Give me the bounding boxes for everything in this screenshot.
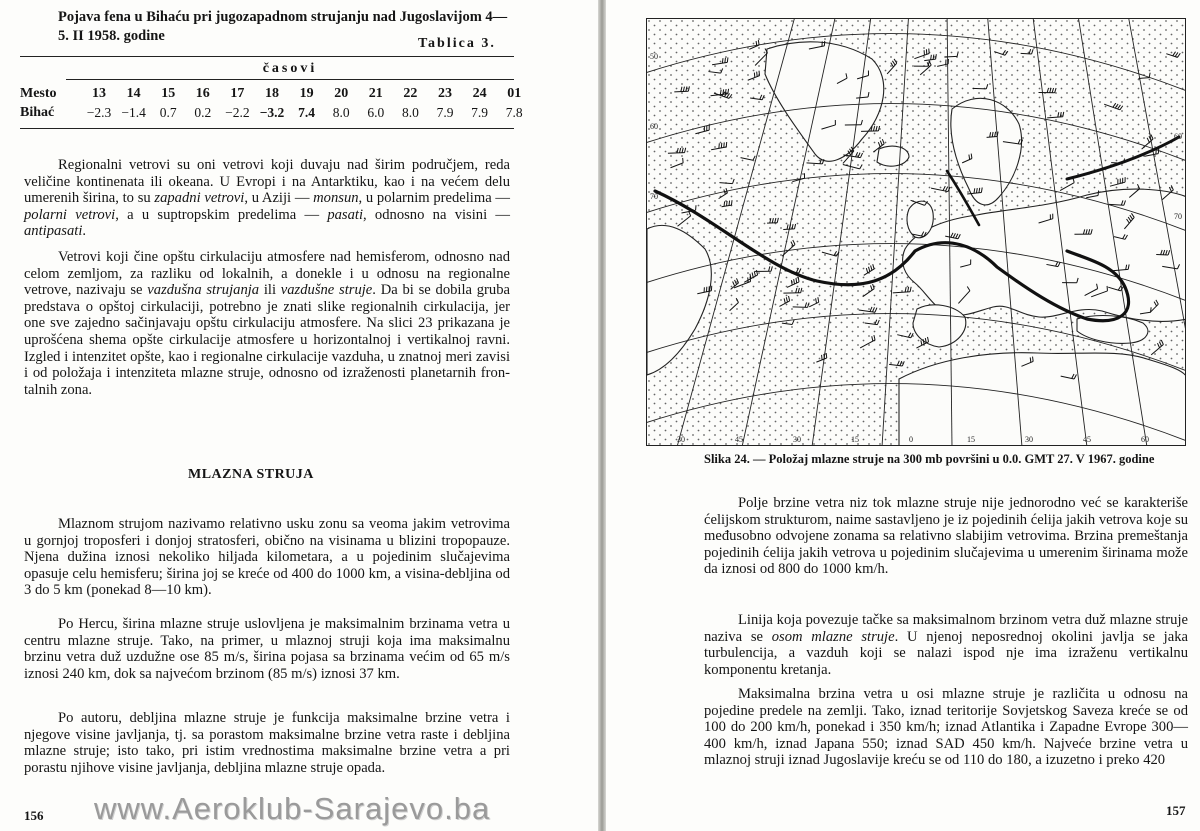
paragraph-herc: Po Hercu, širina mlazne struje uslovljena je maksimalnim brzinama vetra u centru mlazne struje. Tako, na primer, u mlaznoj struji koja ima maksimalnu brzinu vetra duž uzdužne ose 85 m/s, širina pojasa sa brzinama većim od 65 m/s iznosi 240 km, dok sa najvećom brzinom (85 m/s) iznosi 37 km. (24, 616, 510, 682)
value-cell: −2.3 (86, 105, 112, 120)
north-africa (899, 353, 1186, 446)
table-rule-mid (66, 79, 514, 80)
paragraph-jet-axis: Linija koja povezuje tačke sa maksimalnom brzinom vetra duž mlazne struje naziva se osom mlazne struje. U njenoj neposrednoj okolini javlja se jaka turbulencija, a vazduh koji se nalazi ispod nje ima izraženu vertikalnu komponentu kretanja. (704, 612, 1188, 678)
section-heading: MLAZNA STRUJA (188, 467, 314, 482)
map-label-bottom: 45 (735, 435, 743, 444)
hour-cell: 21 (368, 86, 383, 101)
hour-cell: 16 (195, 86, 210, 101)
hour-cell: 17 (230, 86, 245, 101)
map-label-left: 60 (650, 122, 658, 131)
map-label-left: 50 (650, 52, 658, 61)
paragraph-jet-stream-definition: Mlaznom strujom nazivamo relativno usku zonu sa veoma jakim vetrovima u gornjoj troposferi i donjoj stratosferi, obično na visinama u blizini tropopauze. Njena dužina iznosi nekoliko hiljada kilometara, a u pojedinim slučajevima opasuje celu hemisferu; širina joj se kreće od 400 do 1000 km, a visina-debljina od 3 do 5 km (ponekad 8—10 km). (24, 516, 510, 599)
map-label-right: 70 (1174, 212, 1182, 221)
hour-cell: 22 (403, 86, 418, 101)
table-rule-top (20, 56, 514, 57)
map-label-bottom: 30 (1025, 435, 1033, 444)
british-isles (907, 201, 933, 238)
book-gutter (598, 0, 606, 831)
value-cell: 8.0 (332, 105, 350, 120)
value-cell: 0.7 (159, 105, 177, 120)
map-label-bottom: 30 (793, 435, 801, 444)
page-number: 156 (24, 808, 44, 823)
watermark-link[interactable]: www.Aeroklub-Sarajevo.ba (94, 791, 491, 826)
map-label-right: 60 (1174, 132, 1182, 141)
map-label-bottom: 45 (1083, 435, 1091, 444)
paragraph-cellular-structure: Polje brzine vetra niz tok mlazne struje nije jednorodno već se karakteriše ćelijskom strukturom, naime sastavljeno je iz pojedinih ćelija jakih vetrova koje su međusobno odvojene zonama sa relativno slabijim vetrovima. Brzina premeštanja pojedinih ćelija jakih vetrova u pojedinim slučajevima u umerenim širinama može da iznosi od 800 do 1000 km/h. (704, 495, 1188, 578)
value-cell: 7.9 (436, 105, 454, 120)
table-label: Tablica 3. (418, 36, 496, 51)
figure-caption: Slika 24. — Položaj mlazne struje na 300 mb površini u 0.0. GMT 27. V 1967. godine (704, 452, 1155, 466)
hour-cell: 13 (92, 86, 106, 101)
map-label-bottom: 30 (677, 435, 685, 444)
map-label-bottom: 60 (1141, 435, 1149, 444)
value-cell: −2.2 (225, 105, 250, 120)
hour-cell: 18 (265, 86, 279, 101)
row-header: Mesto (20, 86, 57, 101)
map-label-bottom: 15 (967, 435, 975, 444)
paragraph-thickness: Po autoru, debljina mlazne struje je funkcija maksimalne brzine vetra i njegove visine javljanja, tj. sa porastom maksimalne brzine vetra raste i debljina mlazne struje; isto tako, pri istim vrednostima maksimalne brzine vetra a pri porastu njihove visine javljanja, debljina mlazne struje opada. (24, 710, 510, 776)
hour-cell: 15 (161, 86, 176, 101)
value-cell: −1.4 (121, 105, 146, 120)
map-figure (647, 19, 1186, 446)
value-cell: 7.9 (471, 105, 489, 120)
table-title: Pojava fena u Bihaću pri jugozapadnom strujanju nad Jugoslavijom 4—5. II 1958. godine (58, 9, 508, 44)
paragraph-max-speeds: Maksimalna brzina vetra u osi mlazne struje je različita u odnosu na pojedine predele na zemlji. Tako, iznad teritorije Sovjetskog Saveza kreće se od 100 do 200 km/h, ponekad i 350 km/h; iznad Atlantika i Zapadne Evrope 300—400 km/h, iznad Japana 550; iznad SAD 450 km/h. Najveće brzine vetra u mlaznoj struji iznad Jugoslavije kreću se od 110 do 180, a izuzetno i preko 420 (704, 686, 1188, 769)
value-cell: 0.2 (194, 105, 212, 120)
value-cell: 7.4 (298, 105, 316, 120)
place-label: Bihać (20, 105, 55, 120)
right-page (606, 0, 1200, 831)
iceland (877, 146, 909, 166)
left-page (0, 0, 598, 831)
map-label-bottom: 15 (851, 435, 859, 444)
page-number-right: 157 (1166, 803, 1186, 818)
value-cell: 7.8 (505, 105, 523, 120)
map-label-left: 70 (650, 192, 658, 201)
table-rule-bottom (20, 128, 514, 129)
hour-cell: 20 (334, 86, 349, 101)
paragraph-regional-winds: Regionalni vetrovi su oni vetrovi koji duvaju nad širim područjem, reda veličine kontinenata ili okeana. U Evropi i na Antarktiku, kao i na većem delu umerenih širina, to su zapadni vetrovi, u Aziji — monsun, u polarnim predelima — polarni vetrovi, a u suptropskim predelima — pasati, odnosno na visini — antipasati. (24, 157, 511, 240)
value-cell: 6.0 (367, 105, 385, 120)
value-cell: 8.0 (401, 105, 419, 120)
hour-cell: 01 (507, 86, 522, 101)
hour-cell: 23 (438, 86, 452, 101)
map-label-bottom: 0 (909, 435, 913, 444)
jet-stream-map (646, 18, 1186, 446)
paragraph-general-circulation: Vetrovi koji čine opštu cirkulaciju atmosfere nad hemisferom, odnosno nad celom zemljom, za razliku od lokalnih, a donekle i u odnosu na regionalne vetrove, nazivaju se vazdušna strujanja ili vazdušne struje. Da bi se dobila gruba predstava o opštoj cirkulaciji, potrebno je znati slike regionalnih cirkulacija, jer one sve zajedno sačinjavaju opštu cirkulaciju atmosfere. Na slici 23 prikazana je uprošćena shema opšte cirkulacije atmosfere u horizontalnoj i vertikalnoj ravni. Izgled i intenzitet opšte, kao i regionalne cirkulacije vazduha, u znatnoj meri zavisi i od položaja i intenziteta mlazne struje, odnosno od izraženosti planetarnih frontalnih zona. (24, 249, 510, 398)
hour-cell: 24 (472, 86, 487, 101)
hour-cell: 14 (126, 86, 141, 101)
hours-header: časovi (262, 61, 318, 76)
value-cell: −3.2 (259, 105, 285, 120)
hour-cell: 19 (299, 86, 314, 101)
